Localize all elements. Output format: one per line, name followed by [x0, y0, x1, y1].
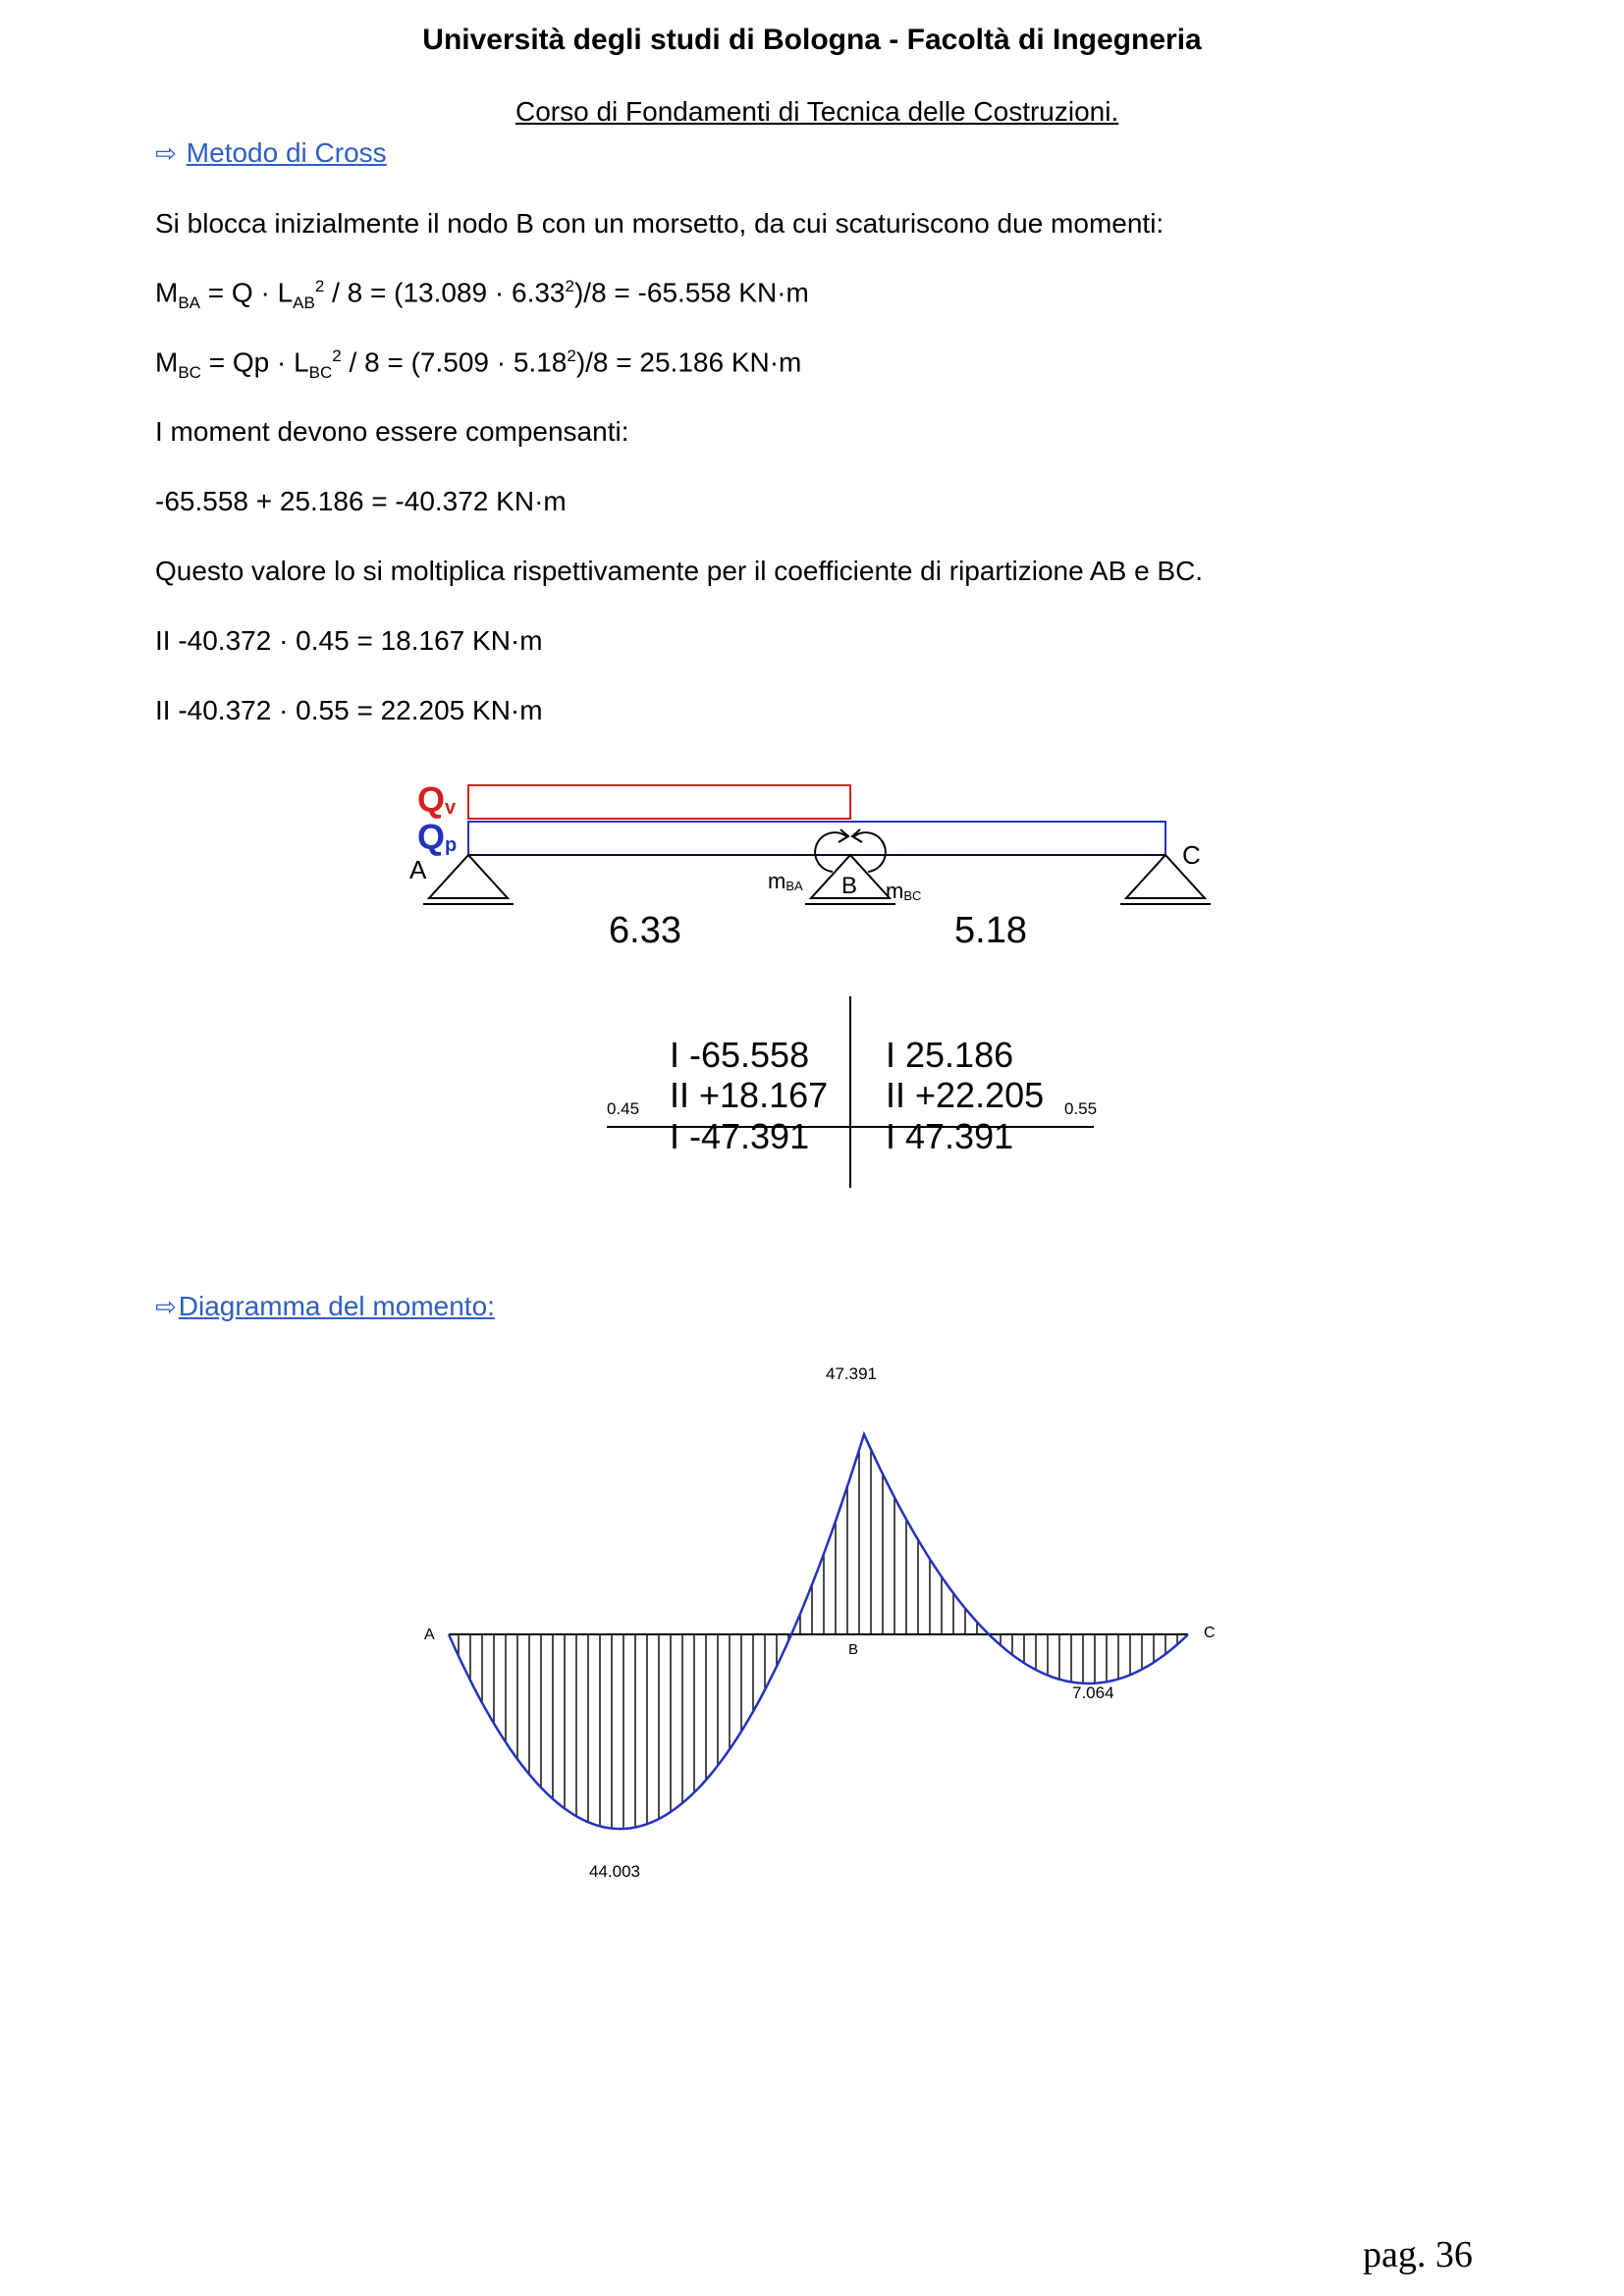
- mbc-label: mBC: [886, 879, 922, 903]
- mbc-formula: $M_{BC} = Qp \cdot L_{BC}^2 / 8 = (7.509 \cdot 5.18^2)/8 = 25.186$ KN·m: [155, 347, 802, 382]
- bc-distribution-text: II -40.372 · 0.55 = 22.205 KN·m: [155, 695, 543, 725]
- node-c-label: C: [1182, 840, 1201, 870]
- left-row-1: I -65.558: [670, 1035, 810, 1075]
- node-b-label: B: [841, 873, 858, 899]
- cross-method-label[interactable]: Metodo di Cross: [186, 137, 387, 168]
- mba-label: mBA: [768, 869, 803, 893]
- right-arrow-icon: ⇨: [155, 138, 177, 168]
- left-row-3: I -47.391: [670, 1116, 810, 1156]
- cross-table: [589, 996, 1119, 1193]
- support-a: [423, 855, 514, 904]
- qv-load-rect: [468, 785, 850, 819]
- moment-diagram-label[interactable]: Diagramma del momento:: [178, 1291, 495, 1321]
- moment-arrows-icon: [815, 829, 886, 872]
- document-title: Università degli studi di Bologna - Facoltà di Ingegneria: [422, 24, 1202, 56]
- right-row-2: II +22.205: [886, 1075, 1045, 1115]
- ab-distribution-text: II -40.372 · 0.45 = 18.167 KN·m: [155, 625, 543, 656]
- node-a-label: A: [409, 855, 427, 884]
- moment-curve: [449, 1434, 1188, 1829]
- right-arrow-icon: ⇨: [155, 1292, 177, 1321]
- cross-method-link[interactable]: [155, 137, 387, 169]
- node-b-label: B: [848, 1641, 859, 1658]
- span-bc-length: 5.18: [954, 910, 1027, 951]
- min-ab-value: 44.003: [589, 1862, 640, 1881]
- span-ab-length: 6.33: [609, 910, 681, 951]
- compensate-text: I moment devono essere compensanti:: [155, 416, 629, 447]
- intro-text: Si blocca inizialmente il nodo B con un morsetto, da cui scaturiscono due momenti:: [155, 208, 1164, 239]
- min-bc-value: 7.064: [1072, 1683, 1114, 1702]
- page-number: pag. 36: [1363, 2234, 1473, 2275]
- qv-label: Qv: [417, 779, 457, 820]
- coef-left: 0.45: [607, 1099, 640, 1118]
- left-row-2: II +18.167: [670, 1075, 829, 1115]
- peak-b-value: 47.391: [826, 1364, 877, 1383]
- mba-formula: $M_{BA} = Q \cdot L_{AB}^2 / 8 = (13.089 \cdot 6.33^2)/8 = -65.558$ KN·m: [155, 277, 809, 312]
- qp-load-rect: [468, 822, 1165, 855]
- right-row-1: I 25.186: [886, 1035, 1014, 1075]
- course-title: Corso di Fondamenti di Tecnica delle Costruzioni.: [515, 96, 1119, 127]
- qp-label: Qp: [417, 817, 458, 857]
- beam-diagram: [393, 766, 1237, 962]
- sum-text: -65.558 + 25.186 = -40.372 KN·m: [155, 486, 567, 516]
- coef-right: 0.55: [1064, 1099, 1098, 1118]
- moment-diagram: [412, 1355, 1237, 1904]
- moment-hatching: [459, 1450, 1177, 1830]
- right-row-3: I 47.391: [886, 1116, 1014, 1156]
- moment-diagram-link[interactable]: [155, 1291, 495, 1322]
- multiply-text: Questo valore lo si moltiplica rispettivamente per il coefficiente di ripartizione AB e BC.: [155, 556, 1204, 586]
- node-a-label: A: [424, 1627, 435, 1643]
- node-c-label: C: [1204, 1625, 1216, 1641]
